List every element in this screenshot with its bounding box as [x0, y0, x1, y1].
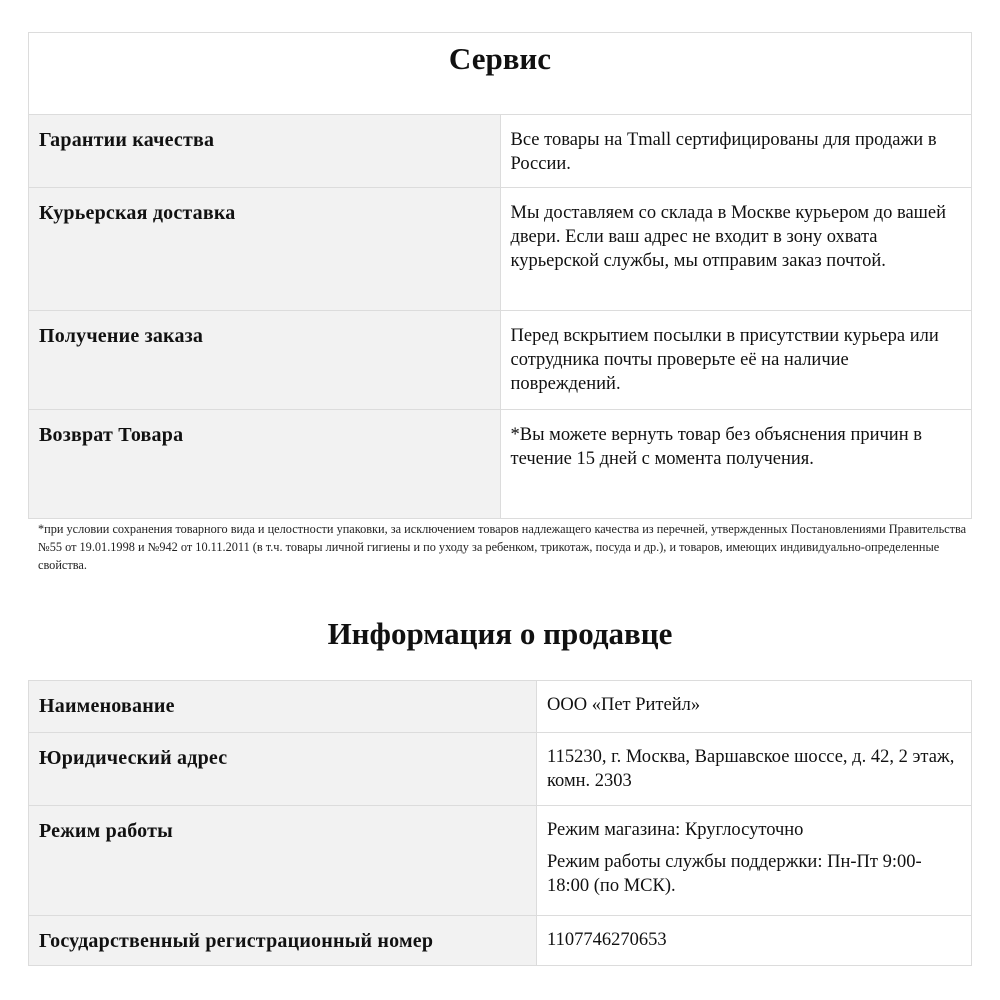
seller-section [28, 680, 972, 966]
working-hours-label: Режим работы [29, 806, 537, 916]
return-footnote: *при условии сохранения товарного вида и целостности упаковки, за исключением товаров надлежащего качества из перечней, утвержденных Постановлениями Правительства №55 от 19.01.1998 и №942 от 10.11.2011 (в т.ч. товары личной гигиены и по уходу за ребенком, трикотаж, посуда и др.), и товаров, имеющих индивидуально-определенные свойства. [38, 522, 967, 572]
courier-delivery-value: Мы доставляем со склада в Москве курьером до вашей двери. Если ваш адрес не входит в зону охвата курьерской службы, мы отправим заказ почтой. [500, 188, 972, 311]
legal-address-label: Юридический адрес [29, 733, 537, 806]
quality-guarantee-label: Гарантии качества [29, 115, 501, 188]
table-row [29, 916, 972, 966]
order-receipt-label: Получение заказа [29, 311, 501, 410]
quality-guarantee-value: Все товары на Tmall сертифицированы для продажи в России. [500, 115, 972, 188]
table-row [29, 733, 972, 806]
order-receipt-value: Перед вскрытием посылки в присутствии курьера или сотрудника почты проверьте её на наличие повреждений. [500, 311, 972, 410]
service-title-text: Сервис [448, 41, 552, 76]
table-row [29, 806, 972, 916]
table-row [29, 311, 972, 410]
seller-title: Информация о продавце [327, 616, 673, 651]
courier-delivery-label: Курьерская доставка [29, 188, 501, 311]
product-return-label: Возврат Товара [29, 410, 501, 519]
table-row [29, 115, 972, 188]
seller-table [28, 680, 972, 966]
product-return-value: *Вы можете вернуть товар без объяснения причин в течение 15 дней с момента получения. [500, 410, 972, 519]
service-title [29, 33, 972, 115]
service-table [28, 32, 972, 519]
working-hours-value [537, 806, 972, 916]
seller-name-label: Наименование [29, 681, 537, 733]
registration-number-value: 1107746270653 [537, 916, 972, 966]
support-hours-text: Режим работы службы поддержки: Пн-Пт 9:00-18:00 (по МСК). [547, 852, 922, 896]
table-row [29, 410, 972, 519]
seller-name-value: ООО «Пет Ритейл» [537, 681, 972, 733]
registration-number-label: Государственный регистрационный номер [29, 916, 537, 966]
store-hours-text: Режим магазина: Круглосуточно [547, 820, 804, 840]
table-row [29, 188, 972, 311]
service-section [28, 32, 972, 519]
legal-address-value: 115230, г. Москва, Варшавское шоссе, д. 42, 2 этаж, комн. 2303 [537, 733, 972, 806]
table-row [29, 681, 972, 733]
